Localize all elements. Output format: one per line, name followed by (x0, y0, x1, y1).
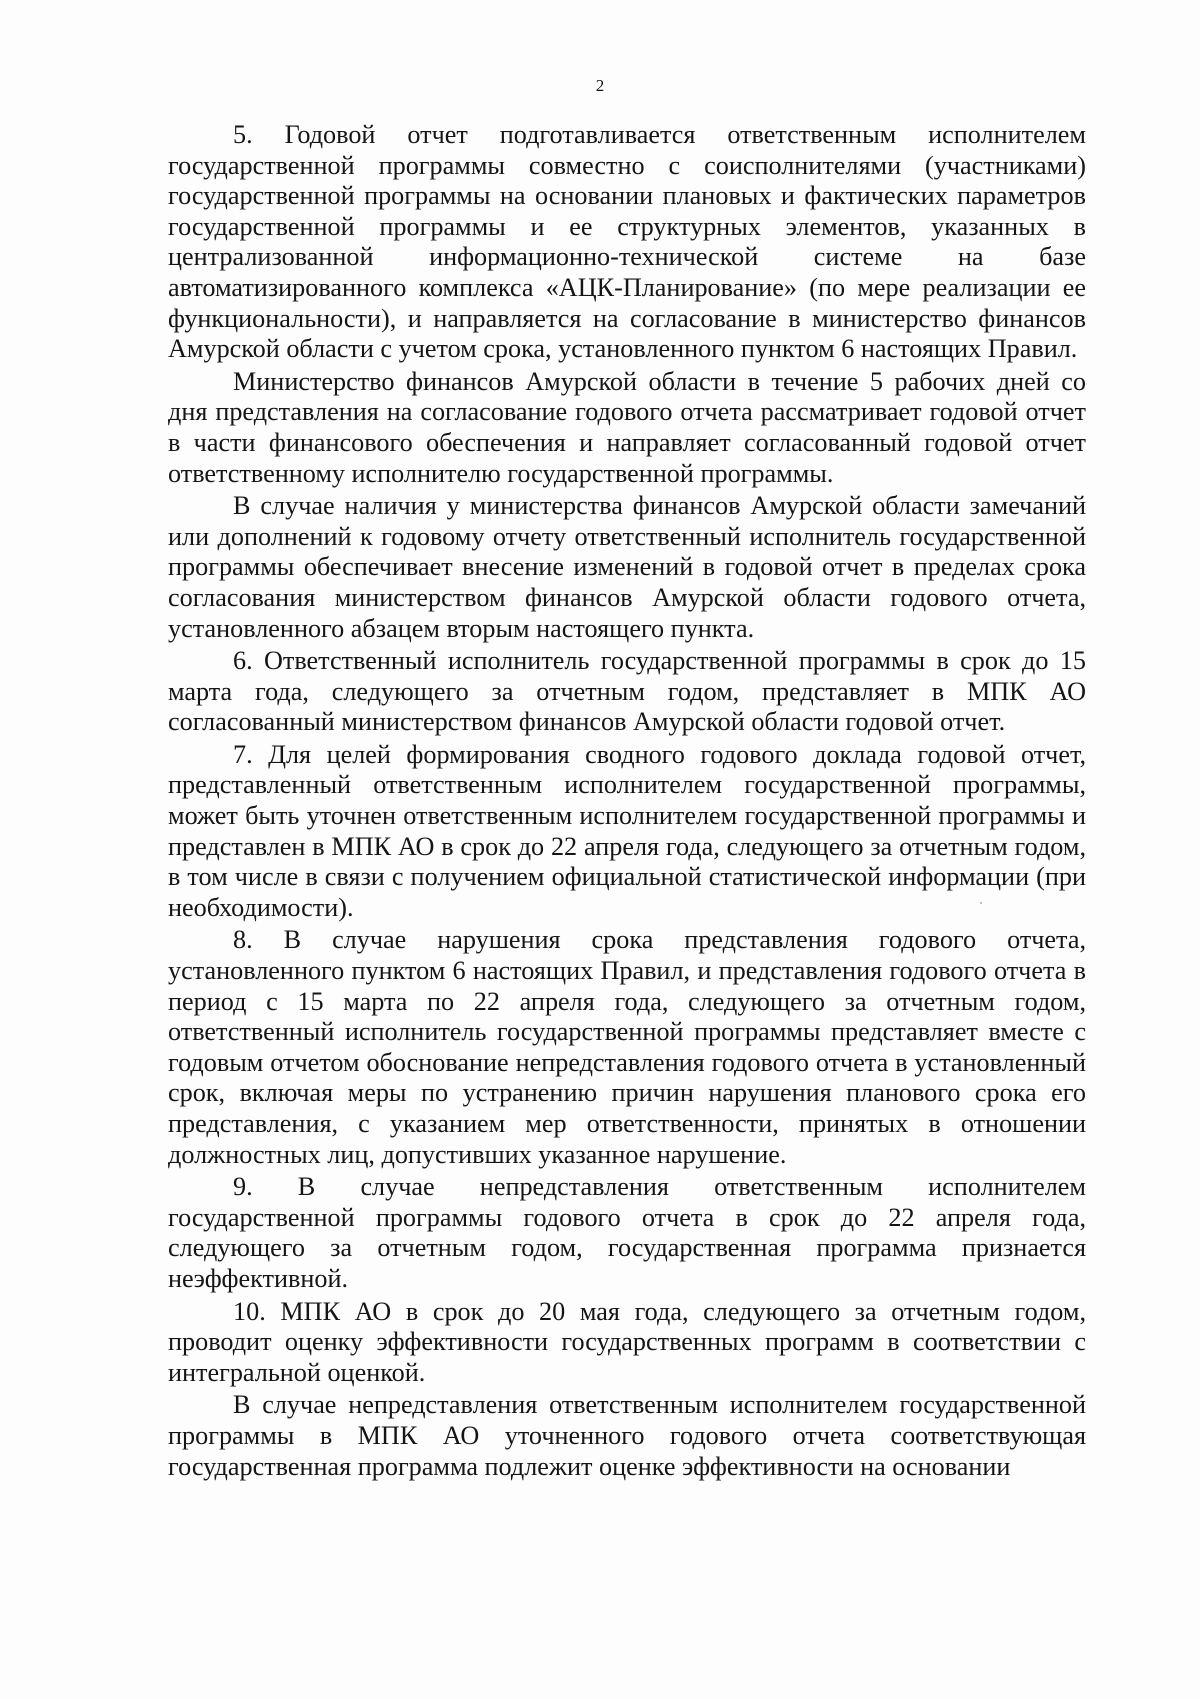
paragraph-item-7: 7. Для целей формирования сводного годового доклада годовой отчет, представленный ответственным исполнителем государственной программы, может быть уточнен ответственным исполнителем государственной программы и представлен в МПК АО в срок до 22 апреля года, следующего за отчетным годом, в том числе в связи с получением официальной статистической информации (при необходимости). (168, 739, 1086, 922)
paragraph-ministry-review: Министерство финансов Амурской области в течение 5 рабочих дней со дня представления на согласование годового отчета рассматривает годовой отчет в части финансового обеспечения и направляет согласованный годовой отчет ответственному исполнителю государственной программы. (168, 366, 1086, 488)
document-body (168, 120, 1086, 1484)
paragraph-item-10: 10. МПК АО в срок до 20 мая года, следующего за отчетным годом, проводит оценку эффективности государственных программ в соответствии с интегральной оценкой. (168, 1296, 1086, 1387)
page-number: 2 (595, 76, 605, 95)
paragraph-item-5: 5. Годовой отчет подготавливается ответственным исполнителем государственной программы совместно с соисполнителями (участниками) государственной программы на основании плановых и фактических параметров государственной программы и ее структурных элементов, указанных в централизованной информационно-технической системе на базе автоматизированного комплекса «АЦК-Планирование» (по мере реализации ее функциональности), и направляется на согласование в министерство финансов Амурской области с учетом срока, установленного пунктом 6 настоящих Правил. (168, 120, 1086, 364)
paragraph-remarks-corrections: В случае наличия у министерства финансов Амурской области замечаний или дополнений к годовому отчету ответственный исполнитель государственной программы обеспечивает внесение изменений в годовой отчет в пределах срока согласования министерством финансов Амурской области годового отчета, установленного абзацем вторым настоящего пункта. (168, 491, 1086, 643)
paragraph-unrefined-report: В случае непредставления ответственным исполнителем государственной программы в МПК АО уточненного годового отчета соответствующая государственная программа подлежит оценке эффективности на основании (168, 1390, 1086, 1481)
paragraph-item-9: 9. В случае непредставления ответственным исполнителем государственной программы годового отчета в срок до 22 апреля года, следующего за отчетным годом, государственная программа признается неэффективной. (168, 1172, 1086, 1293)
paragraph-item-6: 6. Ответственный исполнитель государственной программы в срок до 15 марта года, следующего за отчетным годом, представляет в МПК АО согласованный министерством финансов Амурской области годовой отчет. (168, 646, 1086, 737)
scan-speck (980, 902, 982, 904)
paragraph-item-8: 8. В случае нарушения срока представления годового отчета, установленного пунктом 6 настоящих Правил, и представления годового отчета в период с 15 марта по 22 апреля года, следующего за отчетным годом, ответственный исполнитель государственной программы представляет вместе с годовым отчетом обоснование непредставления годового отчета в установленный срок, включая меры по устранению причин нарушения планового срока его представления, с указанием мер ответственности, принятых в отношении должностных лиц, допустивших указанное нарушение. (168, 925, 1086, 1169)
